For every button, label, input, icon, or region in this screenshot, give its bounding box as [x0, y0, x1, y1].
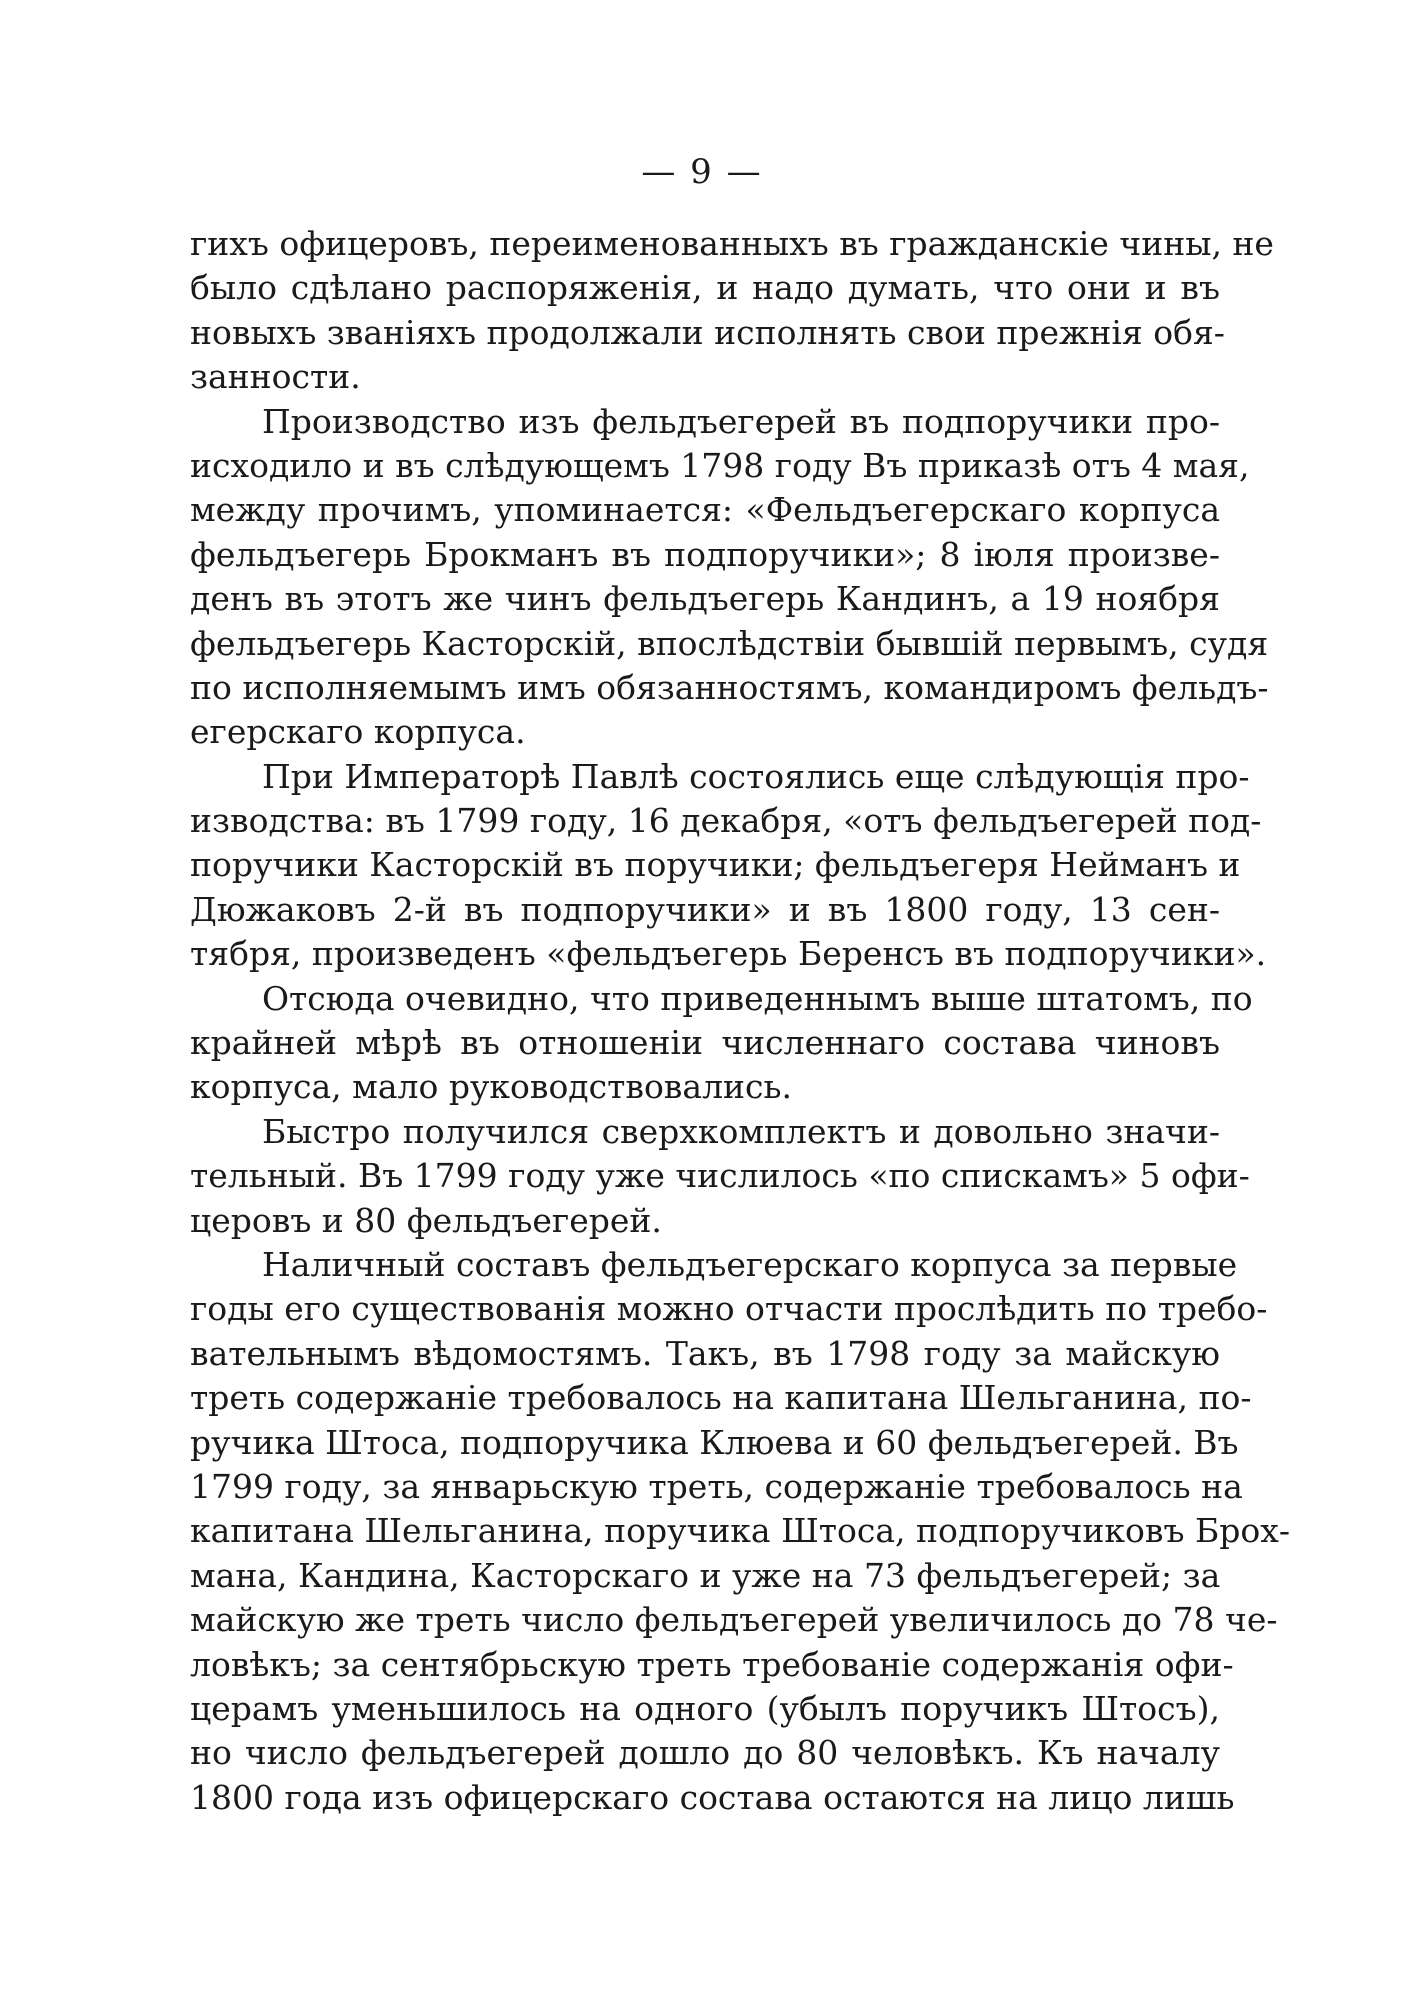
text-line: тября, произведенъ «фельдъегерь Беренсъ въ подпоручики».	[190, 934, 1267, 974]
text-line: ручика Штоса, подпоручика Клюева и 60 фельдъегерей. Въ	[190, 1422, 1239, 1462]
text-line: Отсюда очевидно, что приведеннымъ выше штатомъ, по	[262, 978, 1253, 1018]
text-line: 1799 году, за январьскую треть, содержаніе требовалось на	[190, 1466, 1243, 1506]
text-line: исходило и въ слѣдующемъ 1798 году Въ приказѣ отъ 4 мая,	[190, 445, 1250, 485]
paragraph-4	[190, 977, 1253, 1110]
paragraph-1	[190, 222, 1274, 400]
text-line: вательнымъ вѣдомостямъ. Такъ, въ 1798 году за майскую	[190, 1333, 1220, 1373]
text-line: новыхъ званіяхъ продолжали исполнять свои прежнія обя-	[190, 312, 1225, 352]
text-line: занности.	[190, 357, 361, 397]
text-line: капитана Шельганина, поручика Штоса, подпоручиковъ Брох-	[190, 1511, 1290, 1551]
text-line: между прочимъ, упоминается: «Фельдъегерскаго корпуса	[190, 490, 1220, 530]
text-line: церовъ и 80 фельдъегерей.	[190, 1200, 662, 1240]
text-line: Производство изъ фельдъегерей въ подпоручики про-	[262, 401, 1220, 441]
text-line: фельдъегерь Брокманъ въ подпоручики»; 8 іюля произве-	[190, 534, 1220, 574]
text-line: церамъ уменьшилось на одного (убылъ поручикъ Штосъ),	[190, 1688, 1220, 1728]
text-line: поручики Касторскій въ поручики; фельдъегеря Нейманъ и	[190, 845, 1241, 885]
text-line: Наличный составъ фельдъегерскаго корпуса за первые	[262, 1244, 1238, 1284]
paragraph-6	[190, 1243, 1290, 1820]
text-line: егерскаго корпуса.	[190, 712, 526, 752]
text-line: Быстро получился сверхкомплектъ и довольно значи-	[262, 1111, 1220, 1151]
text-line: треть содержаніе требовалось на капитана Шельганина, по-	[190, 1378, 1252, 1418]
text-line: фельдъегерь Касторскій, впослѣдствіи бывшій первымъ, судя	[190, 623, 1269, 663]
text-line: 1800 года изъ офицерскаго состава остаются на лицо лишь	[190, 1777, 1235, 1817]
text-line: При Императорѣ Павлѣ состоялись еще слѣдующія про-	[262, 756, 1250, 796]
body-text	[190, 222, 1290, 1820]
text-line: тельный. Въ 1799 году уже числилось «по спискамъ» 5 офи-	[190, 1156, 1250, 1196]
text-line: корпуса, мало руководствовались.	[190, 1067, 792, 1107]
text-line: изводства: въ 1799 году, 16 декабря, «отъ фельдъегерей под-	[190, 801, 1262, 841]
text-line: денъ въ этотъ же чинъ фельдъегерь Кандинъ, а 19 ноября	[190, 579, 1220, 619]
text-line: ловѣкъ; за сентябрьскую треть требованіе содержанія офи-	[190, 1644, 1234, 1684]
paragraph-5	[190, 1110, 1250, 1243]
text-line: Дюжаковъ 2-й въ подпоручики» и въ 1800 году, 13 сен-	[190, 889, 1220, 929]
text-line: майскую же треть число фельдъегерей увеличилось до 78 че-	[190, 1600, 1278, 1640]
text-line: гихъ офицеровъ, переименованныхъ въ гражданскіе чины, не	[190, 224, 1274, 263]
text-line: крайней мѣрѣ въ отношеніи численнаго состава чиновъ	[190, 1023, 1220, 1063]
paragraph-3	[190, 755, 1267, 977]
text-line: но число фельдъегерей дошло до 80 человѣкъ. Къ началу	[190, 1733, 1220, 1773]
text-line: мана, Кандина, Касторскаго и уже на 73 фельдъегерей; за	[190, 1555, 1221, 1595]
text-line: годы его существованія можно отчасти прослѣдить по требо-	[190, 1289, 1268, 1329]
paragraph-2	[190, 400, 1269, 755]
page-number: — 9 —	[641, 152, 763, 192]
text-line: было сдѣлано распоряженія, и надо думать, что они и въ	[190, 268, 1220, 308]
text-line: по исполняемымъ имъ обязанностямъ, командиромъ фельдъ-	[190, 667, 1269, 707]
